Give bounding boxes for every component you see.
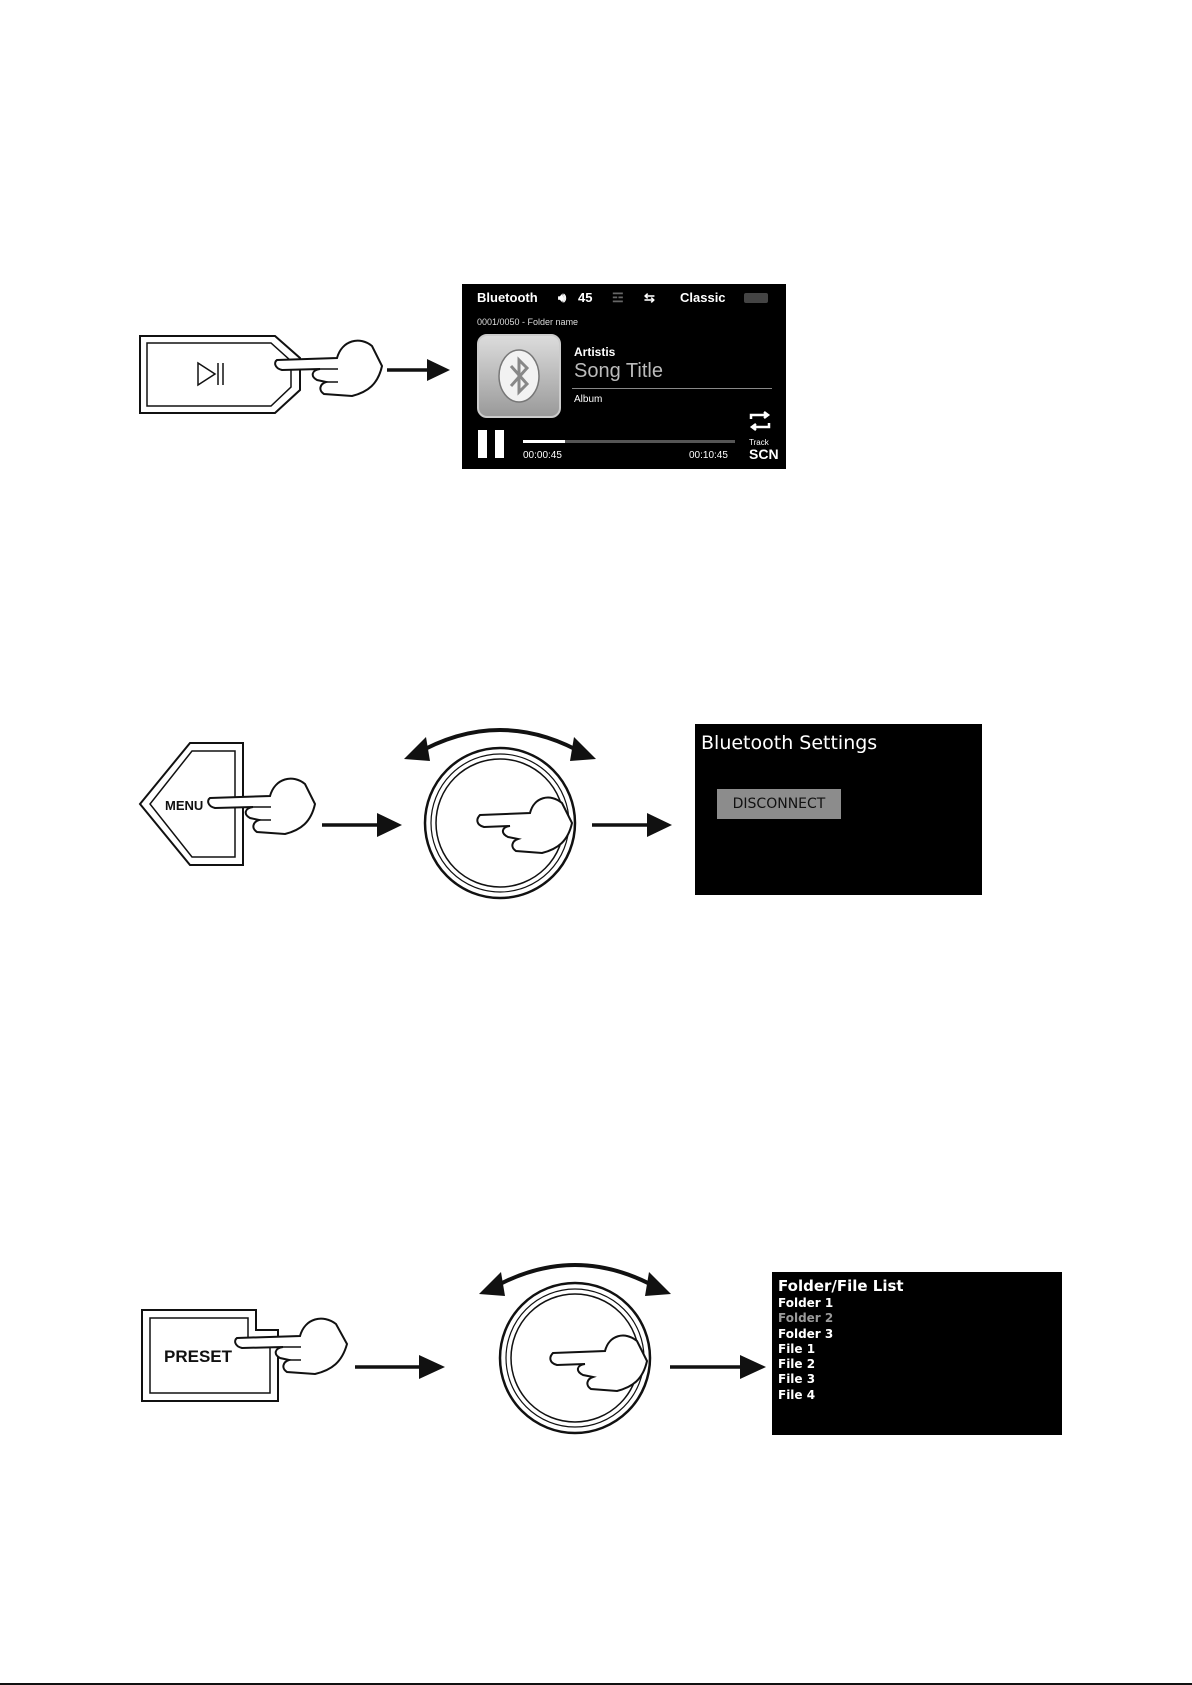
rotary-knob-icon xyxy=(400,715,600,900)
repeat-icon[interactable] xyxy=(748,411,772,431)
song-title: Song Title xyxy=(574,360,663,382)
screen-heading: Folder/File List xyxy=(778,1277,904,1295)
track-label: Track xyxy=(749,438,769,447)
list-item[interactable]: File 4 xyxy=(778,1387,816,1402)
pause-icon[interactable] xyxy=(478,430,506,458)
divider xyxy=(572,388,772,389)
rotary-knob-icon xyxy=(475,1250,675,1435)
folder-file-list-screen xyxy=(772,1272,1062,1435)
usb-icon: ⇆ xyxy=(644,290,655,305)
arrow-right-icon xyxy=(387,355,452,385)
menu-key-label: MENU xyxy=(165,798,204,813)
scn-label: SCN xyxy=(749,446,779,462)
list-item[interactable]: Folder 1 xyxy=(778,1296,834,1310)
list-item[interactable]: File 1 xyxy=(778,1341,816,1356)
progress-fill xyxy=(523,440,565,443)
volume-value: 45 xyxy=(578,290,593,305)
list-item[interactable]: File 2 xyxy=(778,1357,816,1372)
hand-pressing-icon xyxy=(232,1310,357,1400)
arrow-right-icon xyxy=(670,1352,770,1382)
hand-pressing-icon xyxy=(205,770,325,860)
list-item[interactable]: Folder 3 xyxy=(778,1326,834,1341)
bluetooth-status-icon: ☲ xyxy=(612,290,624,305)
battery-icon xyxy=(744,293,768,303)
hand-pressing-icon xyxy=(272,318,392,408)
status-bar xyxy=(462,284,786,312)
bluetooth-album-art-icon xyxy=(477,334,561,418)
list-item[interactable]: File 3 xyxy=(778,1372,816,1387)
arrow-right-icon xyxy=(355,1352,447,1382)
source-label: Bluetooth xyxy=(477,290,538,305)
folder-info: 0001/0050 - Folder name xyxy=(477,317,579,327)
disconnect-button[interactable]: DISCONNECT xyxy=(717,789,841,819)
bluetooth-settings-screen xyxy=(695,724,982,895)
album-label: Album xyxy=(574,394,603,405)
total-time: 00:10:45 xyxy=(689,450,728,461)
arrow-right-icon xyxy=(322,810,404,840)
progress-bar[interactable] xyxy=(523,440,735,443)
file-list xyxy=(778,1296,833,1403)
elapsed-time: 00:00:45 xyxy=(523,450,562,461)
artist-label: Artistis xyxy=(574,345,616,359)
preset-key-label: PRESET xyxy=(164,1347,233,1366)
volume-icon: 🔊︎ xyxy=(558,290,567,305)
screen-heading: Bluetooth Settings xyxy=(701,732,878,754)
arrow-right-icon xyxy=(592,810,674,840)
list-item[interactable]: Folder 2 xyxy=(778,1311,834,1326)
player-screen xyxy=(462,284,786,469)
eq-label: Classic xyxy=(680,290,726,305)
